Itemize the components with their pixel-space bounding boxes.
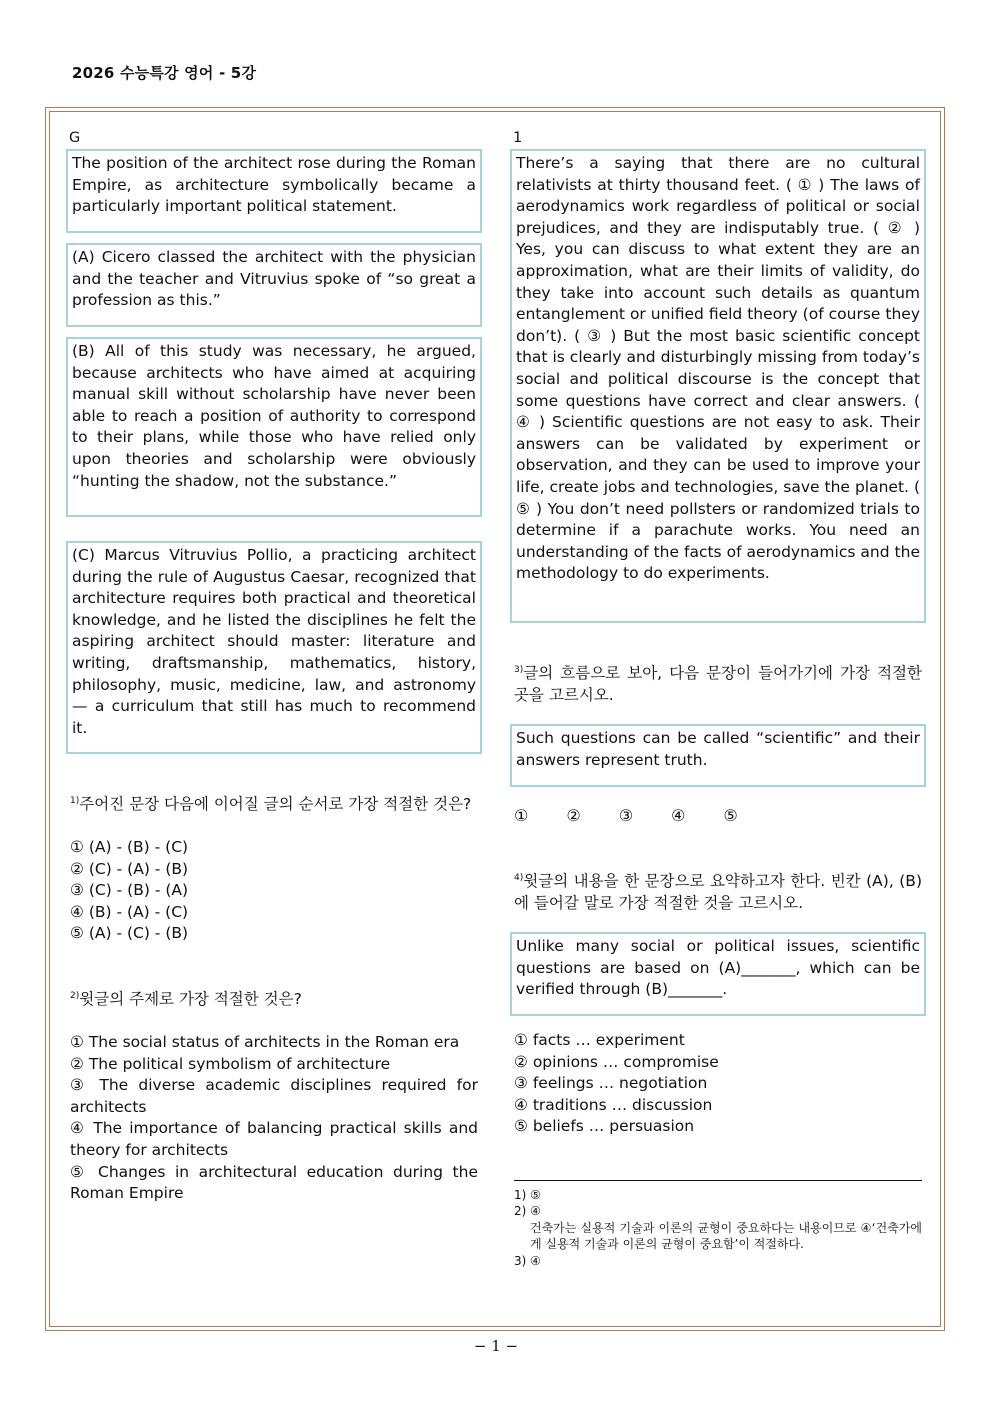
q1-option-5[interactable]: ⑤ (A) - (C) - (B) xyxy=(70,924,189,943)
paragraph-b-box: (B) All of this study was necessary, he argued, because architects who have aimed at acquiring manual skill without scholarship have never been able to reach a position of authority to correspond to their plans, while those who have relied only upon theories and scholarship were obviously “hunting the shadow, not the substance.” xyxy=(66,337,482,517)
q3-option-1[interactable]: ① xyxy=(514,806,529,825)
insert-sentence-box: Such questions can be called “scientific” and their answers represent truth. xyxy=(510,724,926,787)
footnote-2: 2) ④ xyxy=(514,1204,541,1219)
q4-option-4[interactable]: ④ traditions … discussion xyxy=(514,1095,713,1114)
question-4 xyxy=(510,867,926,914)
footnote-2-explanation: 건축가는 실용적 기술과 이론의 균형이 중요하다는 내용이므로 ④‘건축가에게 실용적 기술과 이론의 균형이 중요함’이 적절하다. xyxy=(530,1220,922,1252)
q2-option-4[interactable]: ④ The importance of balancing practical skills and theory for architects xyxy=(70,1119,478,1159)
question-2-number: 2) xyxy=(70,990,80,1001)
right-column xyxy=(510,128,926,1269)
q1-option-1[interactable]: ① (A) - (B) - (C) xyxy=(70,838,189,856)
q2-option-1[interactable]: ① The social status of architects in the Roman era xyxy=(70,1032,460,1051)
q3-option-3[interactable]: ③ xyxy=(618,806,634,825)
question-2-options xyxy=(66,1032,482,1205)
passage-box: There’s a saying that there are no cultural relativists at thirty thousand feet. ( ① ) The laws of aerodynamics work regardless of political or social prejudices, and they are indisputably true. ( ② ) Yes, you can discuss to what extent they are an approximation, what are their limits of validity, do they take into account such details as quantum entanglement or unified field theory (of course they don’t). ( ③ ) But the most basic scientific concept that is clearly and disturbingly missing from today’s social and political discourse is the concept that some questions have correct and clear answers. ( ④ ) Scientific questions are not easy to ask. Their answers can be validated by experiment or observation, and they can be used to improve your life, create jobs and technologies, save the planet. ( ⑤ ) You don’t need pollsters or randomized trials to determine if a parachute works. You need an understanding of the facts of aerodynamics and the methodology to do experiments. xyxy=(510,149,926,623)
left-column xyxy=(66,128,482,1205)
q4-option-2[interactable]: ② opinions … compromise xyxy=(514,1052,719,1071)
given-sentence-box: The position of the architect rose during the Roman Empire, as architecture symbolically became a particularly important political statement. xyxy=(66,149,482,233)
q2-option-3[interactable]: ③ The diverse academic disciplines required for architects xyxy=(70,1076,478,1116)
question-1-text: 주어진 문장 다음에 이어질 글의 순서로 가장 적절한 것은? xyxy=(79,795,472,813)
q3-option-2[interactable]: ② xyxy=(566,806,581,825)
q3-option-5[interactable]: ⑤ xyxy=(723,806,738,825)
summary-box: Unlike many social or political issues, scientific questions are based on (A)_______, which can be verified through (B)_______. xyxy=(510,932,926,1016)
question-2-text: 윗글의 주제로 가장 적절한 것은? xyxy=(79,989,302,1008)
footnote-3: 3) ④ xyxy=(514,1253,541,1268)
page-header-title: 2026 수능특강 영어 - 5강 xyxy=(72,64,257,82)
question-4-text: 윗글의 내용을 한 문장으로 요약하고자 한다. 빈칸 (A), (B)에 들어갈 말로 가장 적절한 것을 고르시오. xyxy=(514,872,922,912)
page-number: − 1 − xyxy=(473,1337,519,1355)
footnote-divider xyxy=(514,1180,922,1181)
question-3-options xyxy=(510,805,926,827)
q4-option-1[interactable]: ① facts … experiment xyxy=(514,1031,685,1049)
question-4-options xyxy=(510,1030,926,1138)
paragraph-c-box: (C) Marcus Vitruvius Pollio, a practicing architect during the rule of Augustus Caesar, recognized that architecture requires both practical and theoretical knowledge, and he listed the disciplines he felt the aspiring architect should master: literature and writing, draftsmanship, mathematics, history, philosophy, music, medicine, law, and astronomy — a curriculum that still has much to recommend it. xyxy=(66,541,482,754)
paragraph-a-box: (A) Cicero classed the architect with the physician and the teacher and Vitruvius spoke of “so great a profession as this.” xyxy=(66,243,482,327)
q4-option-3[interactable]: ③ feelings … negotiation xyxy=(514,1074,708,1093)
question-1-options xyxy=(66,837,482,945)
q2-option-5[interactable]: ⑤ Changes in architectural education during the Roman Empire xyxy=(70,1162,478,1203)
question-1 xyxy=(66,790,482,815)
passage-label-g: G xyxy=(69,130,81,146)
question-2 xyxy=(66,985,482,1010)
q3-option-4[interactable]: ④ xyxy=(671,806,686,825)
q4-option-5[interactable]: ⑤ beliefs … persuasion xyxy=(514,1117,695,1136)
q1-option-2[interactable]: ② (C) - (A) - (B) xyxy=(70,859,189,878)
q2-option-2[interactable]: ② The political symbolism of architecture xyxy=(70,1054,391,1073)
question-3-number: 3) xyxy=(514,665,524,675)
passage-label-1: 1 xyxy=(513,130,523,146)
footnote-1: 1) ⑤ xyxy=(514,1187,541,1202)
q1-option-3[interactable]: ③ (C) - (B) - (A) xyxy=(70,881,189,900)
question-1-number: 1) xyxy=(70,796,80,806)
question-3-text: 글의 흐름으로 보아, 다음 문장이 들어가기에 가장 적절한 곳을 고르시오. xyxy=(514,664,922,704)
question-3 xyxy=(510,659,926,706)
q1-option-4[interactable]: ④ (B) - (A) - (C) xyxy=(70,902,189,921)
question-4-number: 4) xyxy=(514,873,524,883)
